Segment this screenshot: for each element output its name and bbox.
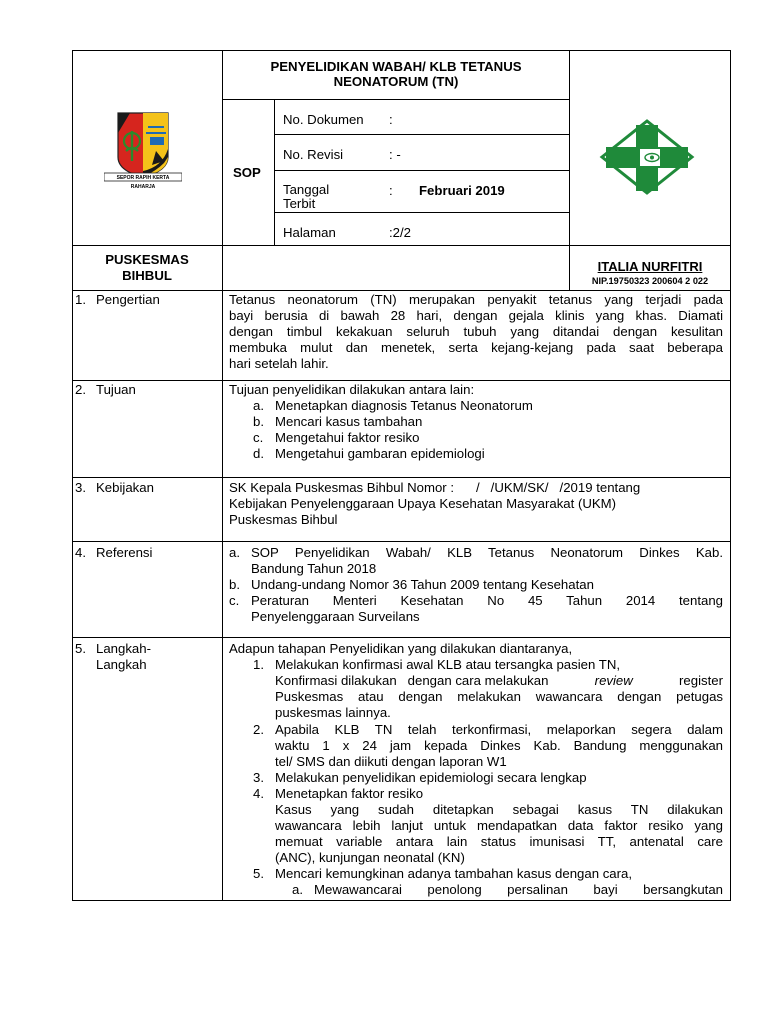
- step-5-line: Mencari kemungkinan adanya tambahan kasus dengan cara,: [275, 866, 633, 881]
- section-2-number: 2.: [75, 382, 86, 397]
- section-5-intro: Adapun tahapan Penyelidikan yang dilakukan diantaranya,: [229, 641, 573, 656]
- section-2-item-text: Mencari kasus tambahan: [275, 414, 423, 429]
- puskesmas-cross-icon: [598, 119, 696, 196]
- section-2-intro: Tujuan penyelidikan dilakukan antara lain:: [229, 382, 475, 397]
- step-2-marker: 2.: [253, 722, 264, 737]
- step-4-marker: 4.: [253, 786, 264, 801]
- section-5-title-line-1: Langkah-: [96, 641, 151, 656]
- section-3-number: 3.: [75, 480, 86, 495]
- section-4-item-marker: c.: [229, 593, 240, 608]
- divider-header-bottom: [72, 245, 731, 246]
- section-2-item-text: Mengetahui gambaran epidemiologi: [275, 446, 485, 461]
- signer-nip: NIP.19750323 200604 2 022: [591, 276, 709, 286]
- section-4-item-text: Penyelenggaraan Surveilans: [251, 609, 420, 624]
- step-4-line: Kasus yang sudah ditetapkan sebagai kasus TN dilakukan: [275, 802, 723, 817]
- divider-section-4: [72, 637, 731, 638]
- step-4-line: (ANC), kunjungan neonatal (KN): [275, 850, 465, 865]
- section-4-item-text: Bandung Tahun 2018: [251, 561, 377, 576]
- revision-value: : -: [389, 147, 401, 162]
- date-label-line-1: Tanggal: [283, 182, 330, 197]
- section-3-title: Kebijakan: [96, 480, 154, 495]
- table-border-right: [730, 50, 731, 901]
- section-4-item-text: Undang-undang Nomor 36 Tahun 2009 tentang Kesehatan: [251, 577, 594, 592]
- doc-no-label: No. Dokumen: [283, 112, 364, 127]
- divider-date: [274, 212, 570, 213]
- divider-title-bottom: [222, 99, 570, 100]
- section-2-item-marker: a.: [253, 398, 264, 413]
- section-1-line: bayi berusia di bawah 28 hari, dengan gejala klinis yang khas. Diamati: [229, 308, 723, 323]
- organization-name: [72, 252, 222, 284]
- step-1-marker: 1.: [253, 657, 264, 672]
- section-1-line: membuka mulut dan menetek, serta kejang-kejang pada saat beberapa: [229, 340, 723, 355]
- section-5-number: 5.: [75, 641, 86, 656]
- step-1-line-part: register: [679, 673, 723, 688]
- puskesmas-logo: [598, 119, 696, 196]
- date-label: [283, 183, 329, 211]
- section-2-item-marker: b.: [253, 414, 264, 429]
- section-4-item-marker: b.: [229, 577, 240, 592]
- step-1-line: Melakukan konfirmasi awal KLB atau tersangka pasien TN,: [275, 657, 621, 672]
- document-title: [222, 60, 570, 89]
- section-2-item-marker: d.: [253, 446, 264, 461]
- section-4-title: Referensi: [96, 545, 153, 560]
- section-4-item-marker: a.: [229, 545, 240, 560]
- doc-no-value: :: [389, 112, 393, 127]
- signer-name: ITALIA NURFITRI: [597, 259, 703, 274]
- step-2-line: waktu 1 x 24 jam kepada Dinkes Kab. Bandung menggunakan: [275, 738, 723, 753]
- divider-section-3: [72, 541, 731, 542]
- step-1-line: puskesmas lainnya.: [275, 705, 391, 720]
- step-1-line: Puskesmas atau dengan melakukan wawancara dengan petugas: [275, 689, 723, 704]
- step-1-line: [275, 673, 723, 689]
- district-logo-motto: SEPOR RAPIH KERTA RAHARJA: [116, 175, 170, 190]
- page-label: Halaman: [283, 225, 336, 240]
- step-5-sub-marker: a.: [292, 882, 303, 897]
- organization-name-line-2: BIHBUL: [122, 268, 172, 283]
- section-1-line: hari setelah lahir.: [229, 356, 329, 371]
- document-title-line-1: PENYELIDIKAN WABAH/ KLB TETANUS: [270, 59, 522, 74]
- section-4-number: 4.: [75, 545, 86, 560]
- divider-section-2: [72, 477, 731, 478]
- step-2-line: Apabila KLB TN telah terkonfirmasi, melaporkan segera dalam: [275, 722, 723, 737]
- date-value: Februari 2019: [419, 183, 505, 198]
- step-5-marker: 5.: [253, 866, 264, 881]
- step-3-line: Melakukan penyelidikan epidemiologi secara lengkap: [275, 770, 587, 785]
- divider-doc-no: [274, 134, 570, 135]
- step-4-line: wawancara lebih lanjut untuk mendapatkan data faktor resiko yang: [275, 818, 723, 833]
- document-title-line-2: NEONATORUM (TN): [333, 73, 459, 89]
- section-1-line: Tetanus neonatorum (TN) merupakan penyakit tetanus yang terjadi pada: [229, 292, 723, 307]
- date-label-line-2: Terbit: [283, 196, 316, 211]
- organization-name-line-1: PUSKESMAS: [105, 252, 189, 267]
- divider-col-left: [222, 50, 223, 901]
- section-2-title: Tujuan: [96, 382, 136, 397]
- section-3-line: Puskesmas Bihbul: [229, 512, 338, 527]
- section-5-title: [96, 641, 151, 673]
- step-4-line: memuat variable antara lain status imunisasi TT, antenatal care: [275, 834, 723, 849]
- step-4-line: Menetapkan faktor resiko: [275, 786, 424, 801]
- step-1-line-part: Konfirmasi dilakukan dengan cara melakukan: [275, 673, 549, 688]
- section-1-title: Pengertian: [96, 292, 160, 307]
- table-border-bottom: [72, 900, 731, 901]
- section-1-number: 1.: [75, 292, 86, 307]
- step-1-review-term: review: [594, 673, 633, 688]
- divider-sign-row: [72, 290, 731, 291]
- divider-sop-col: [274, 99, 275, 245]
- date-colon: :: [389, 183, 393, 198]
- step-2-line: tel/ SMS dan diikuti dengan laporan W1: [275, 754, 507, 769]
- section-2-item-text: Mengetahui faktor resiko: [275, 430, 420, 445]
- divider-revision: [274, 170, 570, 171]
- section-2-item-text: Menetapkan diagnosis Tetanus Neonatorum: [275, 398, 533, 413]
- step-5-sub-line: Mewawancarai penolong persalinan bayi bersangkutan: [314, 882, 723, 897]
- table-border-left: [72, 50, 73, 901]
- section-2-item-marker: c.: [253, 430, 264, 445]
- table-border-top: [72, 50, 731, 51]
- section-4-item-text: Peraturan Menteri Kesehatan No 45 Tahun 2014 tentang: [251, 593, 723, 608]
- section-4-item-text: SOP Penyelidikan Wabah/ KLB Tetanus Neonatorum Dinkes Kab.: [251, 545, 723, 560]
- section-3-line: SK Kepala Puskesmas Bihbul Nomor : / /UKM/SK/ /2019 tentang: [229, 480, 641, 495]
- sop-label: SOP: [233, 165, 261, 180]
- section-3-line: Kebijakan Penyelenggaraan Upaya Kesehatan Masyarakat (UKM): [229, 496, 617, 511]
- divider-section-1: [72, 380, 731, 381]
- section-1-line: dengan timbul kekakuan seluruh tubuh yang ditandai dengan kesulitan: [229, 324, 723, 339]
- section-5-title-line-2: Langkah: [96, 657, 147, 673]
- page-value: :2/2: [389, 225, 411, 240]
- step-3-marker: 3.: [253, 770, 264, 785]
- revision-label: No. Revisi: [283, 147, 344, 162]
